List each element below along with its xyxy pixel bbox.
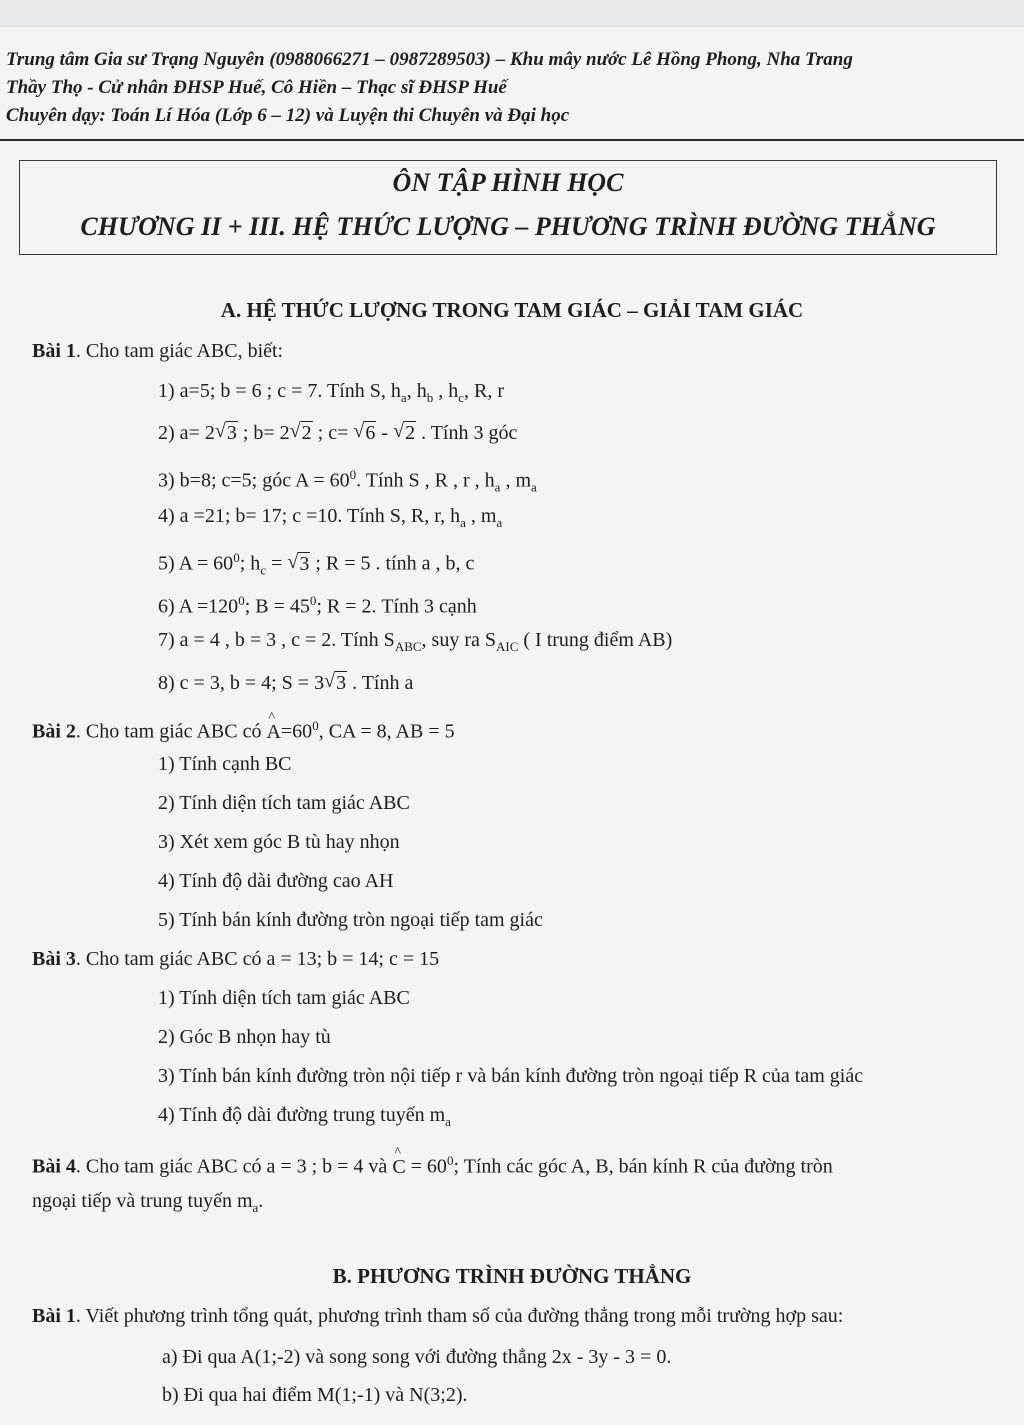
sqrt-symbol: √ 2 [393, 420, 416, 446]
bai3-item-1: 1) Tính diện tích tam giác ABC [158, 987, 410, 1009]
bai1-item-4: 4) a =21; b= 17; c =10. Tính S, R, r, $h_a$ , $m_a$ [158, 505, 503, 530]
bai3-item-3: 3) Tính bán kính đường tròn nội tiếp r và bán kính đường tròn ngoại tiếp R của tam giác [158, 1065, 864, 1087]
title-line-2: CHƯƠNG II + III. HỆ THỨC LƯỢNG – PHƯƠNG TRÌNH ĐƯỜNG THẲNG [80, 212, 936, 241]
header-line-3: Chuyên dạy: Toán Lí Hóa (Lớp 6 – 12) và Luyện thi Chuyên và Đại học [6, 105, 570, 126]
b-bai1-intro: Bài 1. Viết phương trình tổng quát, phương trình tham số của đường thẳng trong mỗi trường hợp sau: [32, 1305, 844, 1327]
bai2-label: Bài 2 [32, 720, 76, 743]
bai3-label: Bài 3 [32, 948, 76, 970]
header-line-2: Thầy Thọ - Cử nhân ĐHSP Huế, Cô Hiền – Thạc sĩ ĐHSP Huế [6, 77, 507, 98]
bai4-line-2: ngoại tiếp và trung tuyến $m_a$. [32, 1190, 264, 1215]
bai1-item-8: 8) c = 3, b = 4; S = 3√ 3 . Tính a [158, 670, 413, 696]
section-a-heading: A. HỆ THỨC LƯỢNG TRONG TAM GIÁC – GIẢI TAM GIÁC [220, 298, 804, 322]
bai2-item-1: 1) Tính cạnh BC [158, 753, 292, 775]
title-line-1: ÔN TẬP HÌNH HỌC [392, 168, 624, 197]
bai1-item-1: 1) a=5; b = 6 ; c = 7. Tính S, $h_a$, $h_b$ , $h_c$, R, r [158, 380, 504, 405]
bai1-item-3: 3) b=8; c=5; góc $A = 60^0$. Tính S , R , r , $h_a$ , $m_a$ [158, 467, 537, 495]
bai1-intro-text: . Cho tam giác ABC, biết: [75, 340, 284, 362]
top-band [0, 0, 1024, 27]
sqrt-symbol: √ 3 [324, 670, 347, 696]
b-bai1-item-b: b) Đi qua hai điểm M(1;-1) và N(3;2). [162, 1384, 468, 1406]
document-header [6, 46, 1016, 130]
b-bai1-label: Bài 1 [32, 1305, 76, 1327]
bai4-label: Bài 4 [32, 1155, 76, 1178]
section-b-heading: B. PHƯƠNG TRÌNH ĐƯỜNG THẲNG [332, 1264, 692, 1288]
bai2-item-4: 4) Tính độ dài đường cao AH [158, 870, 394, 892]
bai1-label: Bài 1 [32, 340, 76, 362]
bai3-intro: Bài 3. Cho tam giác ABC có a = 13; b = 14; c = 15 [32, 948, 440, 970]
title-box [19, 160, 997, 255]
bai1-item-6: 6) $A =120^0$; $B = 45^0$; R = 2. Tính 3 cạnh [158, 593, 477, 618]
angle-c-symbol: ^ C [392, 1154, 405, 1180]
sqrt-symbol: √ 6 [353, 420, 376, 446]
bai4-intro: Bài 4. Cho tam giác ABC có a = 3 ; b = 4 và ^ $C = 60^0$; Tính các góc A, B, bán kính R của đường tròn [32, 1148, 833, 1180]
bai3-item-2: 2) Góc B nhọn hay tù [158, 1026, 331, 1048]
sqrt-symbol: √ 3 [215, 420, 238, 446]
bai1-intro [32, 338, 283, 364]
bai1-item-5: 5) $A = 60^0$; $h_c$ = √ 3 ; R = 5 . tính a , b, c [158, 545, 474, 584]
bai1-item-7: 7) a = 4 , b = 3 , c = 2. Tính $S_{ABC}$, suy ra $S_{AIC}$ ( I trung điểm AB) [158, 629, 673, 654]
sqrt-symbol: √ 3 [287, 551, 310, 577]
bai2-item-3: 3) Xét xem góc B tù hay nhọn [158, 831, 400, 853]
sqrt-symbol: √ 2 [290, 420, 313, 446]
angle-a-symbol: ^ A [266, 719, 280, 745]
header-line-1: Trung tâm Gia sư Trạng Nguyên (0988066271 – 0987289503) – Khu mây nước Lê Hồng Phong, Nha Trang [6, 49, 853, 70]
bai3-item-4: 4) Tính độ dài đường trung tuyến $m_a$ [158, 1104, 451, 1129]
b-bai1-item-a: a) Đi qua A(1;-2) và song song với đường thẳng 2x - 3y - 3 = 0. [162, 1346, 672, 1368]
bai1-item-2: 2) a= 2√ 3 ; b= 2√ 2 ; c= √ 6 - √ 2 . Tính 3 góc [158, 420, 517, 446]
bai2-item-2: 2) Tính diện tích tam giác ABC [158, 792, 410, 814]
header-divider [0, 139, 1024, 141]
bai2-intro: Bài 2. Cho tam giác ABC có ^ $A=60^0$, CA = 8, AB = 5 [32, 713, 455, 745]
bai2-item-5: 5) Tính bán kính đường tròn ngoại tiếp tam giác [158, 909, 543, 931]
